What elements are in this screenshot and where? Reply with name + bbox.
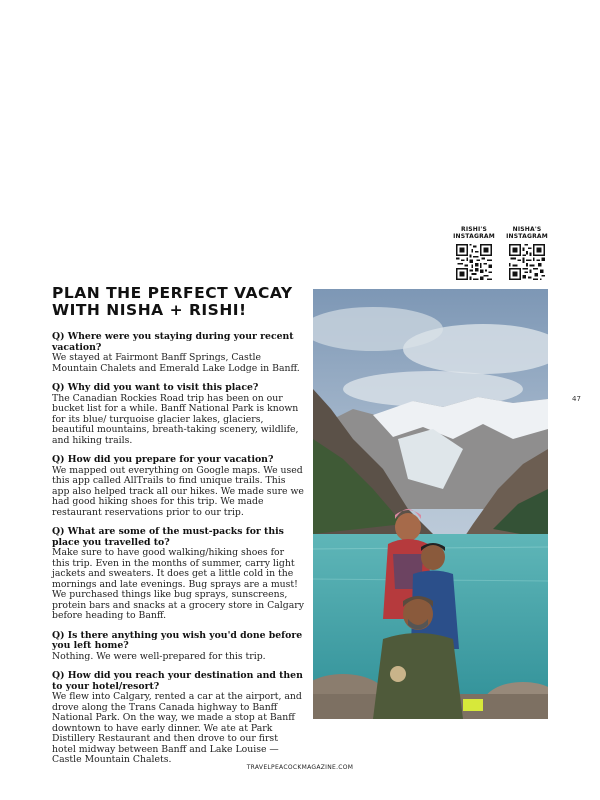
answer: We mapped out everything on Google maps. We used this app called AllTrails to find unique trails. This app also helped track all our hikes. We made sure we had good hiking shoes for this trip. We made restaurant reservations prior to our trip. <box>52 464 304 518</box>
question: Q) What are some of the must-packs for this place you travelled to? <box>52 526 284 548</box>
nisha-instagram-qr[interactable] <box>502 226 552 280</box>
page-number: 47 <box>572 395 581 403</box>
nisha-instagram-label: NISHA'S INSTAGRAM <box>506 226 548 240</box>
question: Q) Is there anything you wish you'd done before you left home? <box>52 629 303 651</box>
qa-item <box>52 631 304 663</box>
qr-code-icon <box>456 244 492 280</box>
answer: We flew into Calgary, rented a car at the airport, and drove along the Trans Canada highway to Banff National Park. On the way, we made a stop at Banff downtown to have early dinner. We ate at Park Distillery Restaurant and then drove to our first hotel midway between Banff and Lake Louise — Castle Mountain Chalets. <box>52 691 302 765</box>
article-body <box>52 332 304 775</box>
qa-item <box>52 332 304 374</box>
qr-code-icon <box>509 244 545 280</box>
family-lake-photo <box>313 289 548 719</box>
qa-item <box>52 671 304 766</box>
rishi-instagram-qr[interactable] <box>449 226 499 280</box>
qa-item <box>52 527 304 622</box>
answer: Nothing. We were well-prepared for this trip. <box>52 650 266 662</box>
article-title: PLAN THE PERFECT VACAY WITH NISHA + RISHI! <box>52 284 293 319</box>
question: Q) How did you reach your destination and then to your hotel/resort? <box>52 670 303 692</box>
footer-url[interactable]: TRAVELPEACOCKMAGAZINE.COM <box>246 764 354 771</box>
answer: Make sure to have good walking/hiking shoes for this trip. Even in the months of summer, carry light jackets and sweaters. It does get a little cold in the mornings and late evenings. Bug sprays are a must! We purchased things like bug sprays, sunscreens, protein bars and snacks at a grocery store in Calgary before heading to Banff. <box>52 547 304 621</box>
qa-item <box>52 455 304 518</box>
answer: We stayed at Fairmont Banff Springs, Castle Mountain Chalets and Emerald Lake Lodge in Banff. <box>52 352 300 374</box>
answer: The Canadian Rockies Road trip has been on our bucket list for a while. Banff National Park is known for its blue/ turquoise glacier lakes, glaciers, beautiful mountains, breath-taking scenery, wildlife, and hiking trails. <box>52 392 299 446</box>
question: Q) Why did you want to visit this place? <box>52 382 259 393</box>
rishi-instagram-label: RISHI'S INSTAGRAM <box>453 226 495 240</box>
qa-item <box>52 383 304 446</box>
question: Q) How did you prepare for your vacation? <box>52 454 274 465</box>
question: Q) Where were you staying during your recent vacation? <box>52 331 294 353</box>
